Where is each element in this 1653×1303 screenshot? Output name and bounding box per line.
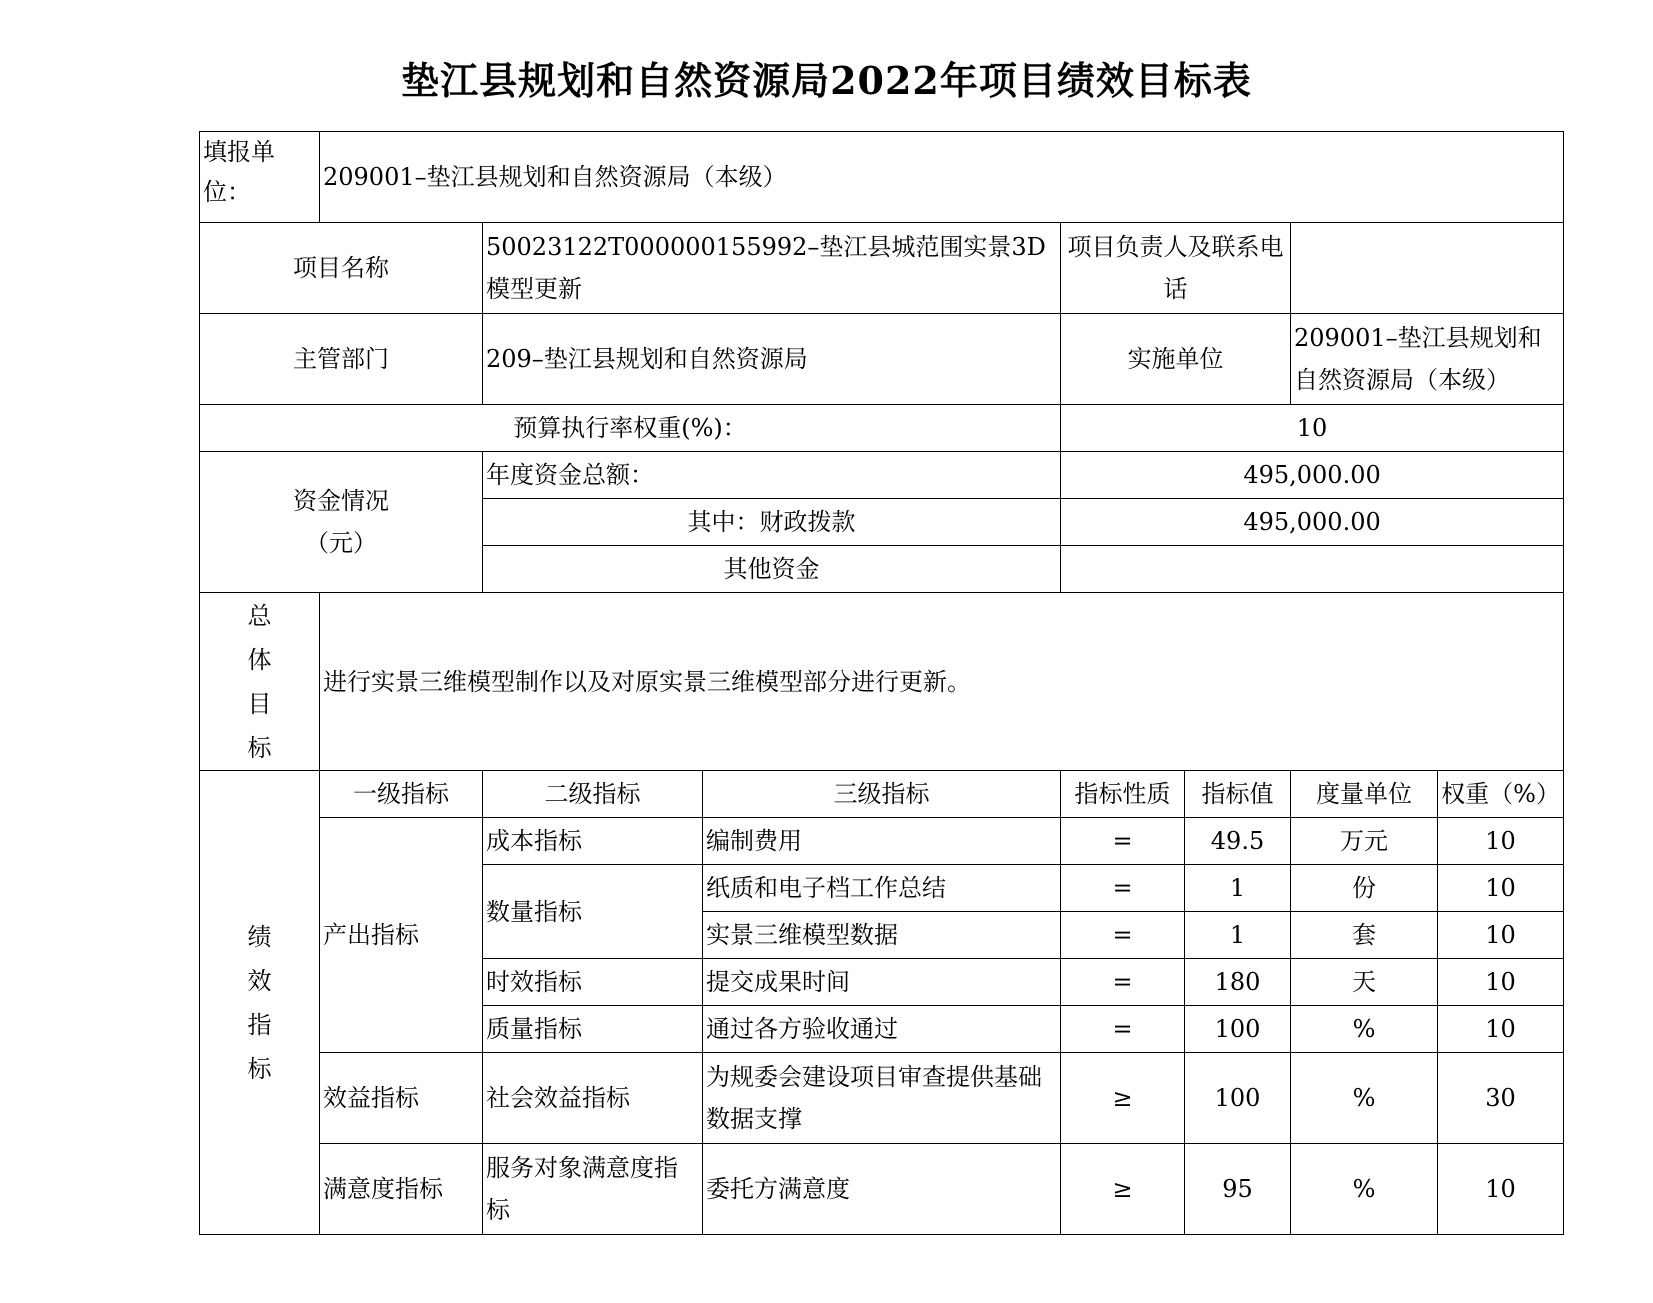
header-level1: 一级指标 bbox=[320, 771, 483, 818]
funds-total-value: 495,000.00 bbox=[1061, 452, 1564, 499]
nature-cell: ≥ bbox=[1061, 1144, 1185, 1235]
funds-total-label: 年度资金总额： bbox=[483, 452, 1061, 499]
unit-cell: 万元 bbox=[1291, 818, 1438, 865]
budget-rate-label: 预算执行率权重(%)： bbox=[200, 405, 1061, 452]
weight-cell: 10 bbox=[1438, 1006, 1564, 1053]
funds-label bbox=[200, 452, 483, 593]
value-cell: 95 bbox=[1185, 1144, 1291, 1235]
header-weight: 权重（%） bbox=[1438, 771, 1564, 818]
goal-label-text: 总体目标 bbox=[247, 601, 272, 762]
unit-row bbox=[200, 132, 1564, 223]
level2-timeliness: 时效指标 bbox=[483, 959, 703, 1006]
project-row bbox=[200, 223, 1564, 314]
department-label: 主管部门 bbox=[200, 314, 483, 405]
header-level3: 三级指标 bbox=[703, 771, 1061, 818]
nature-cell: = bbox=[1061, 818, 1185, 865]
table-row bbox=[200, 818, 1564, 865]
value-cell: 49.5 bbox=[1185, 818, 1291, 865]
funds-other-label: 其他资金 bbox=[483, 546, 1061, 593]
unit-cell: % bbox=[1291, 1144, 1438, 1235]
impl-unit-value: 209001–垫江县规划和自然资源局（本级） bbox=[1291, 314, 1564, 405]
unit-cell: % bbox=[1291, 1006, 1438, 1053]
table-row bbox=[200, 1053, 1564, 1144]
level3-cell: 实景三维模型数据 bbox=[703, 912, 1061, 959]
project-contact-value bbox=[1291, 223, 1564, 314]
performance-target-table bbox=[199, 131, 1564, 1235]
weight-cell: 30 bbox=[1438, 1053, 1564, 1144]
value-cell: 100 bbox=[1185, 1006, 1291, 1053]
goal-label bbox=[200, 593, 320, 771]
weight-cell: 10 bbox=[1438, 1144, 1564, 1235]
budget-rate-row bbox=[200, 405, 1564, 452]
value-cell: 1 bbox=[1185, 865, 1291, 912]
nature-cell: = bbox=[1061, 959, 1185, 1006]
budget-rate-value: 10 bbox=[1061, 405, 1564, 452]
project-contact-label: 项目负责人及联系电话 bbox=[1061, 223, 1291, 314]
unit-cell: % bbox=[1291, 1053, 1438, 1144]
nature-cell: ≥ bbox=[1061, 1053, 1185, 1144]
level3-cell: 编制费用 bbox=[703, 818, 1061, 865]
level1-benefit: 效益指标 bbox=[320, 1053, 483, 1144]
weight-cell: 10 bbox=[1438, 912, 1564, 959]
value-cell: 180 bbox=[1185, 959, 1291, 1006]
goal-value: 进行实景三维模型制作以及对原实景三维模型部分进行更新。 bbox=[320, 593, 1564, 771]
level3-cell: 纸质和电子档工作总结 bbox=[703, 865, 1061, 912]
funds-label-text: 资金情况（元） bbox=[293, 487, 389, 557]
header-nature: 指标性质 bbox=[1061, 771, 1185, 818]
weight-cell: 10 bbox=[1438, 959, 1564, 1006]
weight-cell: 10 bbox=[1438, 818, 1564, 865]
level3-cell: 委托方满意度 bbox=[703, 1144, 1061, 1235]
value-cell: 100 bbox=[1185, 1053, 1291, 1144]
funds-total-row bbox=[200, 452, 1564, 499]
header-level2: 二级指标 bbox=[483, 771, 703, 818]
nature-cell: = bbox=[1061, 865, 1185, 912]
project-name-label: 项目名称 bbox=[200, 223, 483, 314]
nature-cell: = bbox=[1061, 1006, 1185, 1053]
level2-social: 社会效益指标 bbox=[483, 1053, 703, 1144]
unit-value: 209001–垫江县规划和自然资源局（本级） bbox=[320, 132, 1564, 223]
level3-cell: 为规委会建设项目审查提供基础数据支撑 bbox=[703, 1053, 1061, 1144]
funds-fiscal-label: 其中：财政拨款 bbox=[483, 499, 1061, 546]
level3-cell: 提交成果时间 bbox=[703, 959, 1061, 1006]
level1-output: 产出指标 bbox=[320, 818, 483, 1053]
funds-fiscal-value: 495,000.00 bbox=[1061, 499, 1564, 546]
indicator-header-row bbox=[200, 771, 1564, 818]
header-unit: 度量单位 bbox=[1291, 771, 1438, 818]
impl-unit-label: 实施单位 bbox=[1061, 314, 1291, 405]
level2-quantity: 数量指标 bbox=[483, 865, 703, 959]
page-title: 垫江县规划和自然资源局2022年项目绩效目标表 bbox=[401, 58, 1252, 103]
unit-cell: 天 bbox=[1291, 959, 1438, 1006]
weight-cell: 10 bbox=[1438, 865, 1564, 912]
department-row bbox=[200, 314, 1564, 405]
indicators-section-text: 绩效指标 bbox=[247, 922, 272, 1083]
unit-cell: 套 bbox=[1291, 912, 1438, 959]
department-value: 209–垫江县规划和自然资源局 bbox=[483, 314, 1061, 405]
unit-cell: 份 bbox=[1291, 865, 1438, 912]
header-value: 指标值 bbox=[1185, 771, 1291, 818]
funds-other-value bbox=[1061, 546, 1564, 593]
indicators-section-label bbox=[200, 771, 320, 1235]
level1-satisfaction: 满意度指标 bbox=[320, 1144, 483, 1235]
level2-cost: 成本指标 bbox=[483, 818, 703, 865]
nature-cell: = bbox=[1061, 912, 1185, 959]
goal-row bbox=[200, 593, 1564, 771]
table-row bbox=[200, 1144, 1564, 1235]
value-cell: 1 bbox=[1185, 912, 1291, 959]
level2-service: 服务对象满意度指标 bbox=[483, 1144, 703, 1235]
project-name-value: 50023122T000000155992–垫江县城范围实景3D模型更新 bbox=[483, 223, 1061, 314]
unit-label: 填报单位： bbox=[200, 132, 320, 223]
level2-quality: 质量指标 bbox=[483, 1006, 703, 1053]
level3-cell: 通过各方验收通过 bbox=[703, 1006, 1061, 1053]
